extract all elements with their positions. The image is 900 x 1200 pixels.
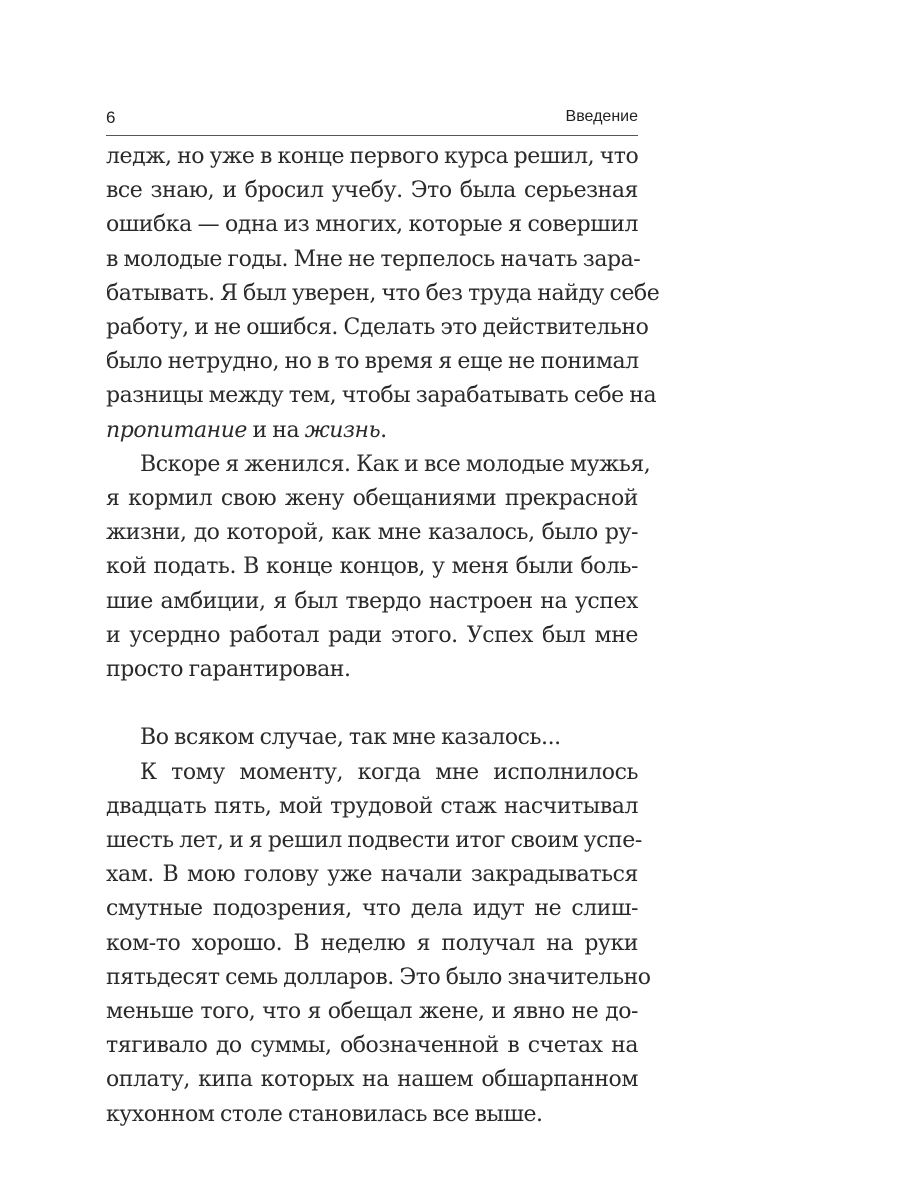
paragraph-4	[106, 756, 651, 1132]
text-line: кой подать. В конце концов, у меня были боль-	[106, 554, 638, 580]
text-line: батывать. Я был уверен, что без труда найду себе	[106, 280, 660, 306]
text-line: меньше того, что я обещал жене, и явно не до-	[106, 999, 638, 1025]
text-fragment: и на	[247, 417, 305, 443]
text-line: я кормил свою жену обещаниями прекрасной	[106, 486, 638, 512]
text-line: ошибка — одна из многих, которые я совершил	[106, 212, 638, 238]
text-fragment: .	[380, 417, 387, 443]
italic-phrase: жизнь	[304, 417, 381, 443]
paragraph-3	[106, 721, 638, 755]
text-line: было нетрудно, но в то время я еще не понимал	[106, 349, 639, 375]
text-line: работу, и не ошибся. Сделать это действительно	[106, 315, 649, 341]
text-line: ледж, но уже в конце первого курса решил, что	[106, 144, 639, 169]
text-line: Во всяком случае, так мне казалось...	[140, 725, 561, 751]
paragraph-2	[106, 448, 651, 687]
text-line: просто гарантирован.	[106, 657, 351, 683]
text-line: шесть лет, и я решил подвести итог своим успе-	[106, 828, 642, 854]
text-line	[106, 414, 638, 448]
text-line: шие амбиции, я был твердо настроен на успех	[106, 588, 638, 614]
text-line: Вскоре я женился. Как и все молодые мужья,	[140, 451, 651, 477]
text-line: разницы между тем, чтобы зарабатывать себе на	[106, 383, 657, 409]
text-line: двадцать пять, мой трудовой стаж насчитывал	[106, 793, 638, 819]
paragraph-gap	[106, 687, 638, 721]
paragraph-1	[106, 140, 660, 448]
text-line: в молодые годы. Мне не терпелось начать зара-	[106, 246, 641, 272]
running-head: Введение	[565, 108, 638, 125]
text-line: тягивало до суммы, обозначенной в счетах на	[106, 1033, 638, 1059]
text-line: жизни, до которой, как мне казалось, было ру-	[106, 520, 638, 546]
text-line: и усердно работал ради этого. Успех был мне	[106, 622, 638, 648]
body-text	[106, 140, 660, 1132]
page-number: 6	[106, 108, 116, 127]
italic-phrase: пропитание	[106, 417, 247, 443]
text-line: хам. В мою голову уже начали закрадываться	[106, 862, 638, 888]
text-line: все знаю, и бросил учебу. Это была серьезная	[106, 178, 638, 204]
page-header	[106, 108, 638, 136]
text-line: К тому моменту, когда мне исполнилось	[140, 759, 638, 785]
text-line: кухонном столе становилась все выше.	[106, 1101, 543, 1127]
text-line: смутные подозрения, что дела идут не слиш-	[106, 896, 638, 922]
text-line: ком-то хорошо. В неделю я получал на руки	[106, 930, 638, 956]
text-line: пятьдесят семь долларов. Это было значительно	[106, 964, 651, 990]
text-line: оплату, кипа которых на нашем обшарпанном	[106, 1067, 638, 1093]
